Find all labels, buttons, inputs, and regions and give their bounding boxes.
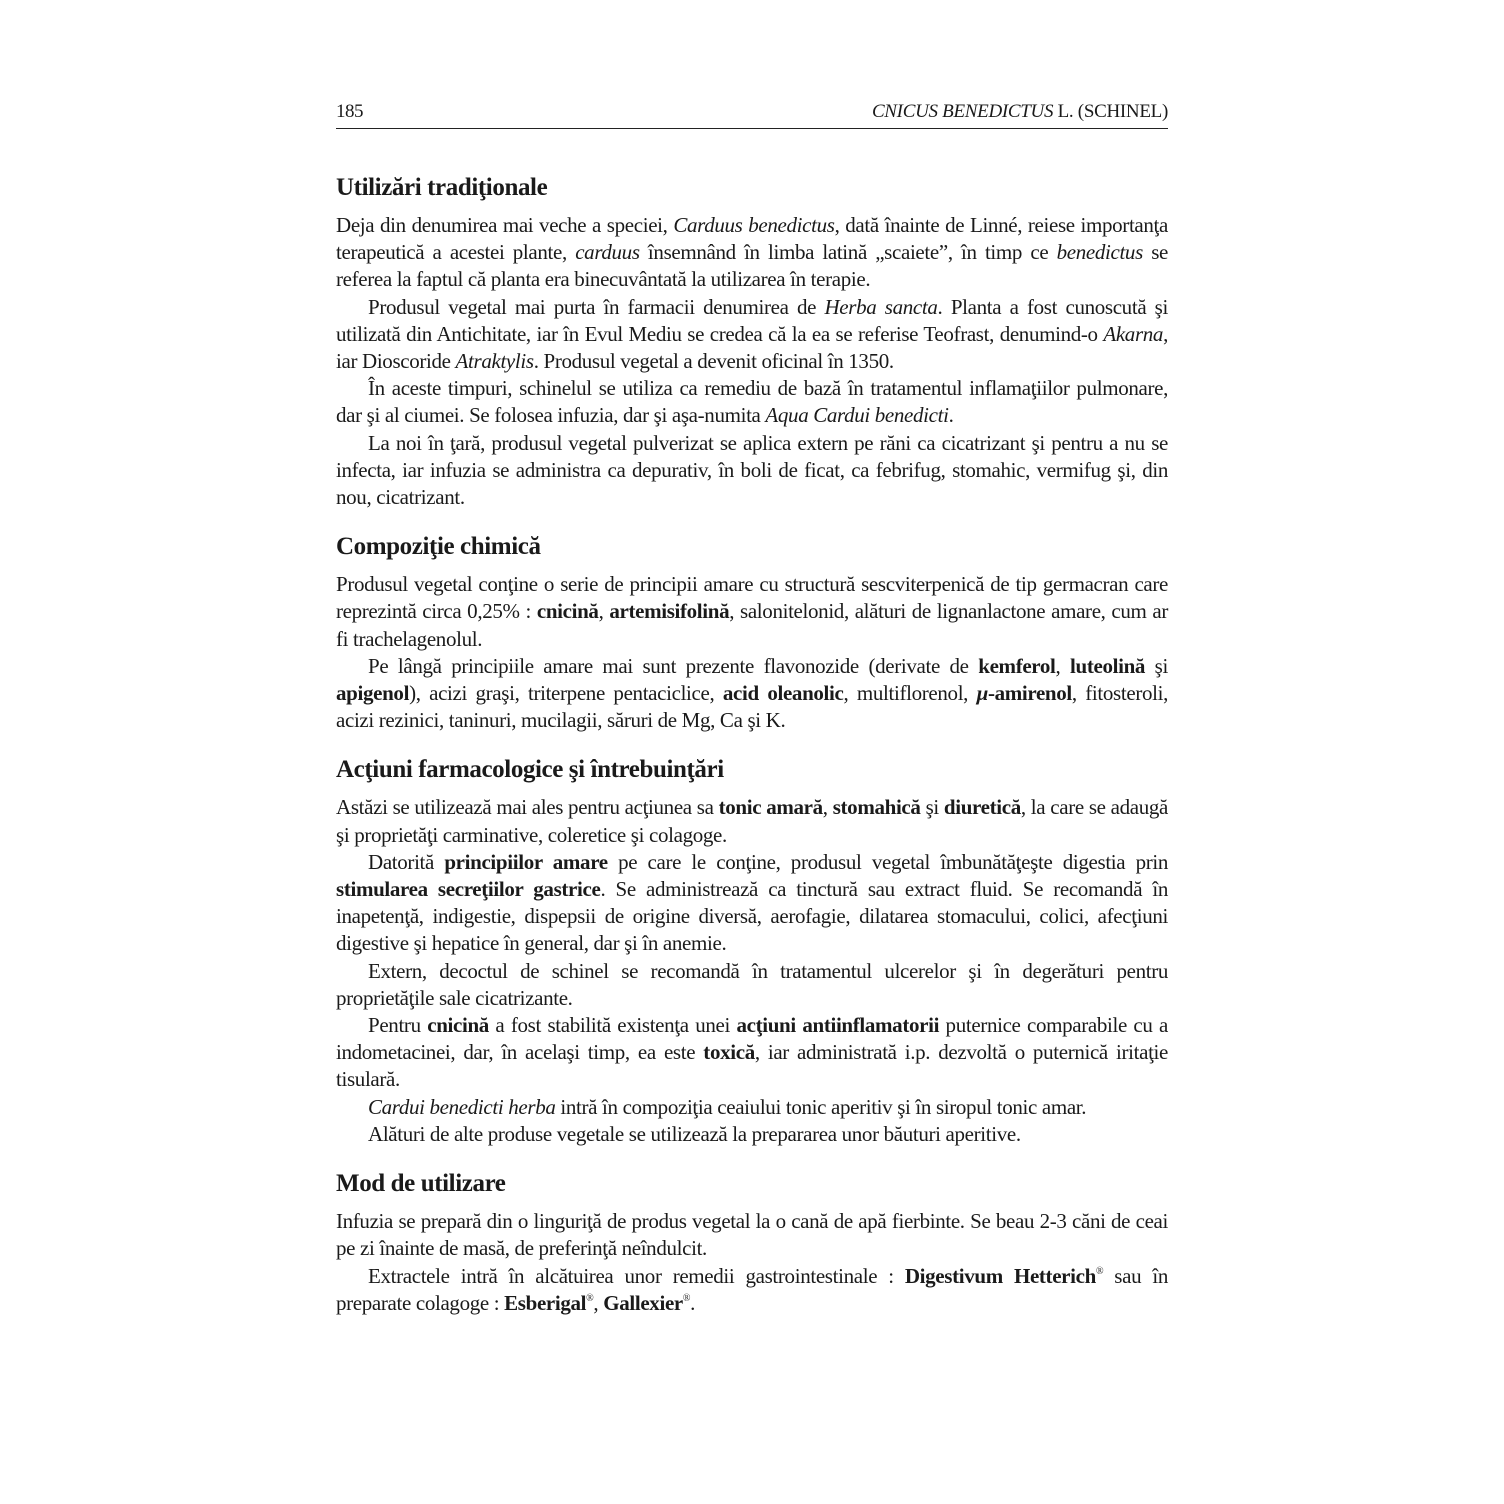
running-title-common-name: L. (SCHINEL) (1053, 101, 1168, 122)
italic-term: carduus (575, 240, 640, 265)
text-run: . Produsul vegetal a devenit oficinal în 1350. (533, 349, 894, 374)
section-heading: Acţiuni farmacologice şi întrebuinţări (336, 756, 724, 784)
bold-term: apigenol (336, 681, 410, 706)
paragraph (336, 1094, 1168, 1121)
paragraph (336, 958, 1168, 1012)
text-run: Produsul vegetal conţine o serie de principii amare cu structură sescviterpenică de tip germacran care reprezintă circa 0,25% : (336, 572, 1168, 624)
italic-term: Carduus benedictus (673, 213, 835, 237)
bold-term: acid oleanolic (722, 681, 844, 706)
bold-term: luteolină (1070, 653, 1146, 678)
bold-term: Digestivum Hetterich (904, 1263, 1096, 1288)
paragraph (336, 849, 1168, 958)
text-run: , (593, 1290, 604, 1315)
page-number: 185 (336, 101, 363, 122)
text-run: , fitosteroli, acizi rezinici, taninuri, mucilagii, săruri de Mg, Ca şi K. (336, 681, 1168, 733)
page-body (336, 170, 1168, 1335)
running-title-species: CNICUS BENEDICTUS (871, 101, 1054, 122)
text-run: Pe lângă principiile amare mai sunt prezente flavonozide (derivate de (368, 653, 979, 678)
paragraph (336, 1208, 1168, 1262)
text-run: sau în preparate colagoge : (336, 1263, 1168, 1315)
bold-term: stomahică (832, 795, 921, 820)
paragraph (336, 794, 1168, 848)
bold-term: cnicină (427, 1013, 489, 1038)
section-utilizari-traditionale (336, 170, 1168, 511)
text-run: . (948, 403, 954, 428)
text-run: , la care se adaugă şi proprietăţi carminative, coleretice şi colagoge. (336, 795, 1168, 847)
text-run: Datorită (368, 849, 445, 874)
registered-mark: ® (1095, 1265, 1104, 1277)
text-run: . Se administrează ca tinctură sau extract fluid. Se recomandă în inapetenţă, indigestie, dispepsii de origine diversă, aerofagie, dilatarea stomacului, colici, afecţiuni digestive şi hepatice în general, dar şi în anemie. (336, 877, 1168, 956)
paragraph (336, 375, 1168, 429)
bold-term: -amirenol (987, 681, 1072, 706)
text-run: , iar Dioscoride (336, 321, 1168, 374)
bold-term: cnicină (536, 599, 599, 624)
bold-term: artemisifolină (609, 599, 730, 624)
bold-term: stimularea secreţiilor gastrice (336, 877, 601, 902)
paragraph (336, 430, 1168, 512)
text-run: La noi în ţară, produsul vegetal pulverizat se aplica extern pe răni ca cicatrizant şi pentru a nu se infecta, iar infuzia se administra ca depurativ, în boli de ficat, ca febrifug, stomahic, vermifug şi, din nou, cicatrizant. (336, 430, 1168, 510)
paragraph (336, 571, 1168, 653)
section-mod-de-utilizare (336, 1166, 1168, 1317)
text-run: Extern, decoctul de schinel se recomandă în tratamentul ulcerelor şi în degerături pentru proprietăţile sale cicatrizante. (336, 958, 1168, 1010)
bold-term: tonic amară (718, 795, 823, 820)
text-run: Extractele intră în alcătuirea unor remedii gastrointestinale : (368, 1263, 905, 1288)
bold-term: principiilor amare (444, 849, 608, 874)
paragraph (336, 653, 1168, 735)
running-header (336, 98, 1168, 129)
text-run: În aceste timpuri, schinelul se utiliza ca remediu de bază în tratamentul inflamaţiilor pulmonare, dar şi al ciumei. Se folosea infuzia, dar şi aşa-numita (336, 376, 1168, 428)
text-run: . (690, 1290, 696, 1315)
text-run: şi (920, 795, 944, 820)
text-run: însemnând în limba latină „scaiete”, în timp ce (639, 240, 1057, 265)
text-run: se referea la faptul că planta era binecuvântată la utilizarea în terapie. (336, 240, 1168, 292)
bold-term: Gallexier (603, 1290, 683, 1315)
paragraph (336, 212, 1168, 294)
bold-term: acţiuni antiinflamatorii (736, 1013, 940, 1038)
text-run: , iar administrată i.p. dezvoltă o puternică iritaţie tisulară. (336, 1040, 1169, 1092)
text-run: , (598, 599, 610, 624)
section-compozitie-chimica (336, 529, 1168, 734)
text-run: Produsul vegetal mai purta în farmacii denumirea de (368, 294, 825, 319)
bold-term: kemferol (978, 653, 1056, 678)
text-run: . Planta a fost cunoscută şi utilizată din Antichitate, iar în Evul Mediu se credea că la ea se referise Teofrast, denumind-o (336, 294, 1168, 346)
text-run: Pentru (368, 1013, 428, 1038)
italic-term: Akarna (1103, 321, 1164, 346)
text-run: puternice comparabile cu a indometacinei, dar, în acelaşi timp, ea este (336, 1013, 1168, 1065)
paragraph (336, 1121, 1168, 1148)
paragraph (336, 1012, 1168, 1094)
text-run: Astăzi se utilizează mai ales pentru acţiunea sa (336, 795, 719, 820)
bold-term: diuretică (943, 795, 1021, 820)
italic-term: Atraktylis (455, 349, 534, 374)
text-run: , salonitelonid, alături de lignanlactone amare, cum ar fi trachelagenolul. (336, 599, 1168, 651)
text-run: ), acizi graşi, triterpene pentaciclice, (409, 681, 723, 706)
text-run: , (1055, 653, 1071, 678)
text-run: , (822, 795, 833, 820)
registered-mark: ® (682, 1292, 691, 1304)
registered-mark: ® (586, 1292, 594, 1304)
section-actiuni-farmacologice (336, 752, 1168, 1148)
text-run: Infuzia se prepară din o linguriţă de produs vegetal la o cană de apă fierbinte. Se beau 2-3 căni de ceai pe zi înainte de masă, de preferinţă neîndulcit. (336, 1209, 1168, 1261)
text-run: Alături de alte produse vegetale se utilizează la prepararea unor băuturi aperitive. (368, 1121, 1021, 1146)
italic-term: benedictus (1056, 240, 1143, 265)
text-run: intră în compoziţia ceaiului tonic aperitiv şi în siropul tonic amar. (555, 1094, 1087, 1119)
italic-term: Herba sancta (824, 294, 938, 319)
text-run: şi (1145, 653, 1168, 678)
running-title (872, 101, 1168, 123)
italic-term: Aqua Cardui benedicti (765, 403, 949, 428)
section-heading: Mod de utilizare (336, 1170, 506, 1198)
paragraph (336, 1263, 1168, 1317)
bold-italic-text: μ (976, 681, 988, 706)
text-run: Deja din denumirea mai veche a speciei, (336, 213, 674, 237)
italic-term: Cardui benedicti herba (368, 1094, 556, 1119)
bold-term: toxică (703, 1040, 755, 1065)
paragraph (336, 294, 1168, 376)
text-run: , multiflorenol, (843, 681, 977, 706)
text-run: pe care le conţine, produsul vegetal îmbunătăţeşte digestia prin (607, 849, 1169, 874)
text-run: , dată înainte de Linné, reiese importanţa terapeutică a acestei plante, (336, 213, 1168, 265)
section-heading: Utilizări tradiţionale (336, 174, 548, 201)
text-run: a fost stabilită existenţa unei (488, 1013, 737, 1038)
section-heading: Compoziţie chimică (336, 533, 541, 561)
bold-term: Esberigal (504, 1290, 587, 1315)
